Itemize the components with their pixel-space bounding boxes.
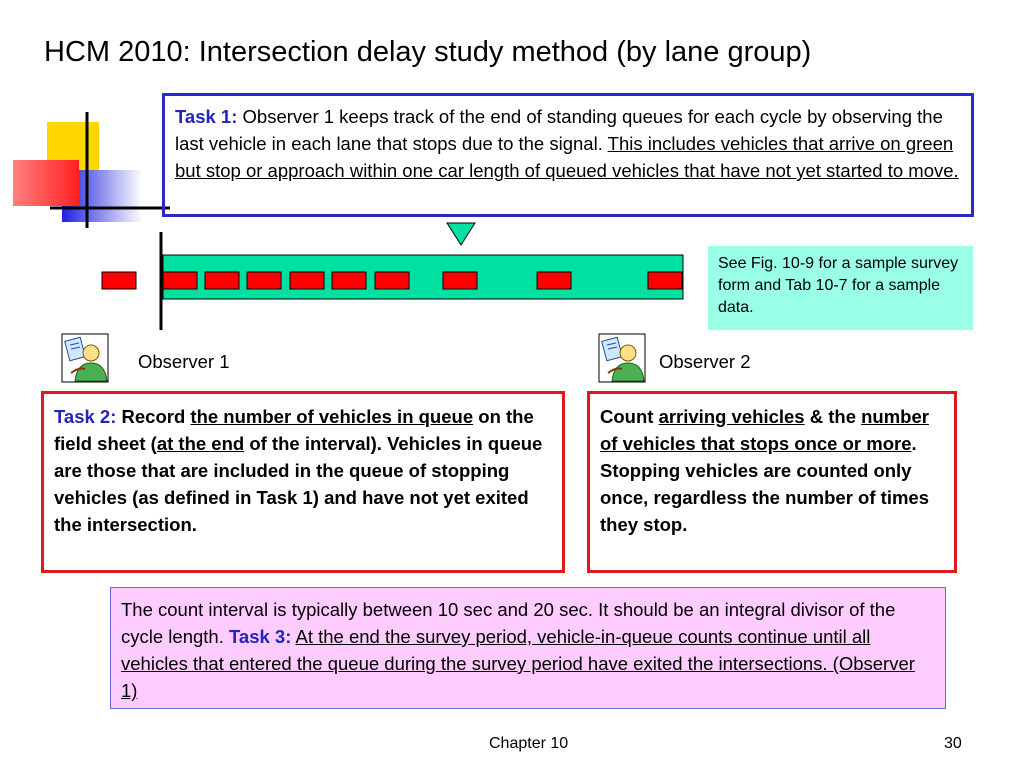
task3-underlined-text: At the end the survey period, vehicle-in-queue counts continue until all vehicles that entered the queue during the survey period have exited the intersections. (Observer 1) bbox=[121, 626, 915, 701]
interval-text: The count interval is typically between 10 sec and 20 sec. It should be an integral divisor of the cycle length. bbox=[121, 599, 896, 647]
task2-underlined-2: at the end bbox=[156, 433, 245, 454]
task1-text: Observer 1 keeps track of the end of standing queues for each cycle by observing the last vehicle in each lane that stops due to the signal. bbox=[175, 106, 943, 154]
observation-point-marker bbox=[447, 223, 475, 245]
task1-label: Task 1: bbox=[175, 106, 238, 127]
count-text-3: . Stopping vehicles are counted only once, regardless the number of times they stop. bbox=[600, 433, 929, 535]
count-box bbox=[587, 391, 957, 573]
footer-chapter: Chapter 10 bbox=[489, 735, 569, 752]
task2-underlined-1: the number of vehicles in queue bbox=[190, 406, 474, 427]
task1-box bbox=[162, 93, 974, 217]
footer-page-number: 30 bbox=[944, 735, 962, 752]
task2-text-2: on the field sheet ( bbox=[54, 406, 534, 454]
approaching-vehicle bbox=[537, 272, 571, 289]
queued-vehicle bbox=[375, 272, 409, 289]
observer2-label: Observer 2 bbox=[659, 351, 751, 372]
reference-note: See Fig. 10-9 for a sample survey form and Tab 10-7 for a sample data. bbox=[708, 246, 973, 330]
task2-box bbox=[41, 391, 565, 573]
queued-vehicle bbox=[247, 272, 281, 289]
slide-title: HCM 2010: Intersection delay study method (by lane group) bbox=[44, 36, 812, 68]
observer2-icon bbox=[598, 333, 646, 383]
task2-text-3: of the interval). Vehicles in queue are those that are included in the queue of stopping vehicles (as defined in Task 1) and have not yet exited the intersection. bbox=[54, 433, 543, 535]
red-block bbox=[13, 160, 79, 206]
count-text-2: & the bbox=[804, 406, 862, 427]
count-underlined-1: arriving vehicles bbox=[658, 406, 805, 427]
approaching-vehicle bbox=[443, 272, 477, 289]
task2-label: Task 2: bbox=[54, 406, 117, 427]
observer1-icon bbox=[61, 333, 109, 383]
count-underlined-2: number of vehicles that stops once or more bbox=[600, 406, 929, 454]
queued-vehicle bbox=[290, 272, 324, 289]
interval-box bbox=[110, 587, 946, 709]
lane-diagram bbox=[95, 218, 695, 333]
task1-underlined-text: This includes vehicles that arrive on green but stop or approach within one car length of queued vehicles that have not yet started to move. bbox=[175, 133, 959, 181]
count-text-1: Count bbox=[600, 406, 659, 427]
approach-lane bbox=[163, 255, 683, 299]
approaching-vehicle bbox=[648, 272, 682, 289]
task3-label: Task 3: bbox=[228, 626, 292, 647]
queued-vehicle bbox=[205, 272, 239, 289]
queued-vehicle bbox=[163, 272, 197, 289]
decorative-logo-blocks bbox=[0, 100, 170, 235]
task2-text-1: Record bbox=[116, 406, 191, 427]
observer1-label: Observer 1 bbox=[138, 351, 230, 372]
queued-vehicle bbox=[332, 272, 366, 289]
vehicle-crossing bbox=[102, 272, 136, 289]
